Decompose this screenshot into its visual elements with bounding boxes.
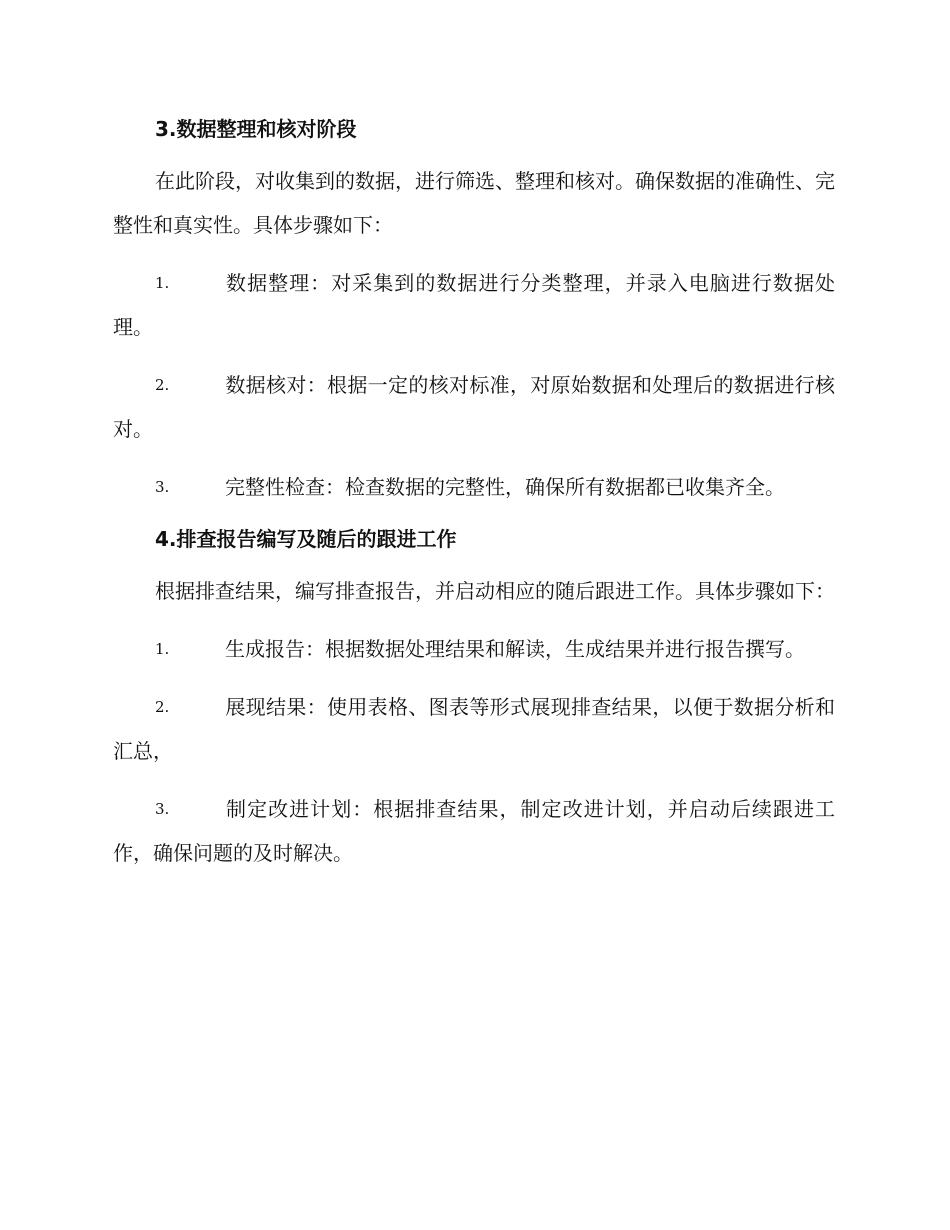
list-text: 生成报告：根据数据处理结果和解读，生成结果并进行报告撰写。 [225,637,805,661]
list-number: 1. [155,640,170,658]
list-item [113,627,835,671]
section-heading: 4.排查报告编写及随后的跟进工作 [155,527,457,551]
list-number: 3. [155,478,170,496]
list-number: 3. [155,800,170,818]
list-number: 1. [155,274,170,292]
list-item [113,685,835,773]
section-intro: 根据排查结果，编写排查报告，并启动相应的随后跟进工作。具体步骤如下： [155,579,835,603]
list-number: 2. [155,376,170,394]
list-text: 完整性检查：检查数据的完整性，确保所有数据都已收集齐全。 [225,475,785,499]
section-report-followup [113,523,835,875]
section-heading: 3.数据整理和核对阶段 [155,117,357,141]
document-body [113,113,835,889]
list-item [113,787,835,875]
section-data-verification [113,113,835,509]
list-item [113,261,835,349]
list-text: 展现结果：使用表格、图表等形式展现排查结果，以便于数据分析和汇总， [113,695,835,763]
list-number: 2. [155,698,170,716]
list-text: 数据整理：对采集到的数据进行分类整理，并录入电脑进行数据处理。 [113,271,835,339]
list-text: 制定改进计划：根据排查结果，制定改进计划，并启动后续跟进工作，确保问题的及时解决。 [113,797,835,865]
list-text: 数据核对：根据一定的核对标准，对原始数据和处理后的数据进行核对。 [113,373,835,441]
list-item [113,363,835,451]
section-intro: 在此阶段，对收集到的数据，进行筛选、整理和核对。确保数据的准确性、完整性和真实性。具体步骤如下： [113,169,835,237]
list-item [113,465,835,509]
